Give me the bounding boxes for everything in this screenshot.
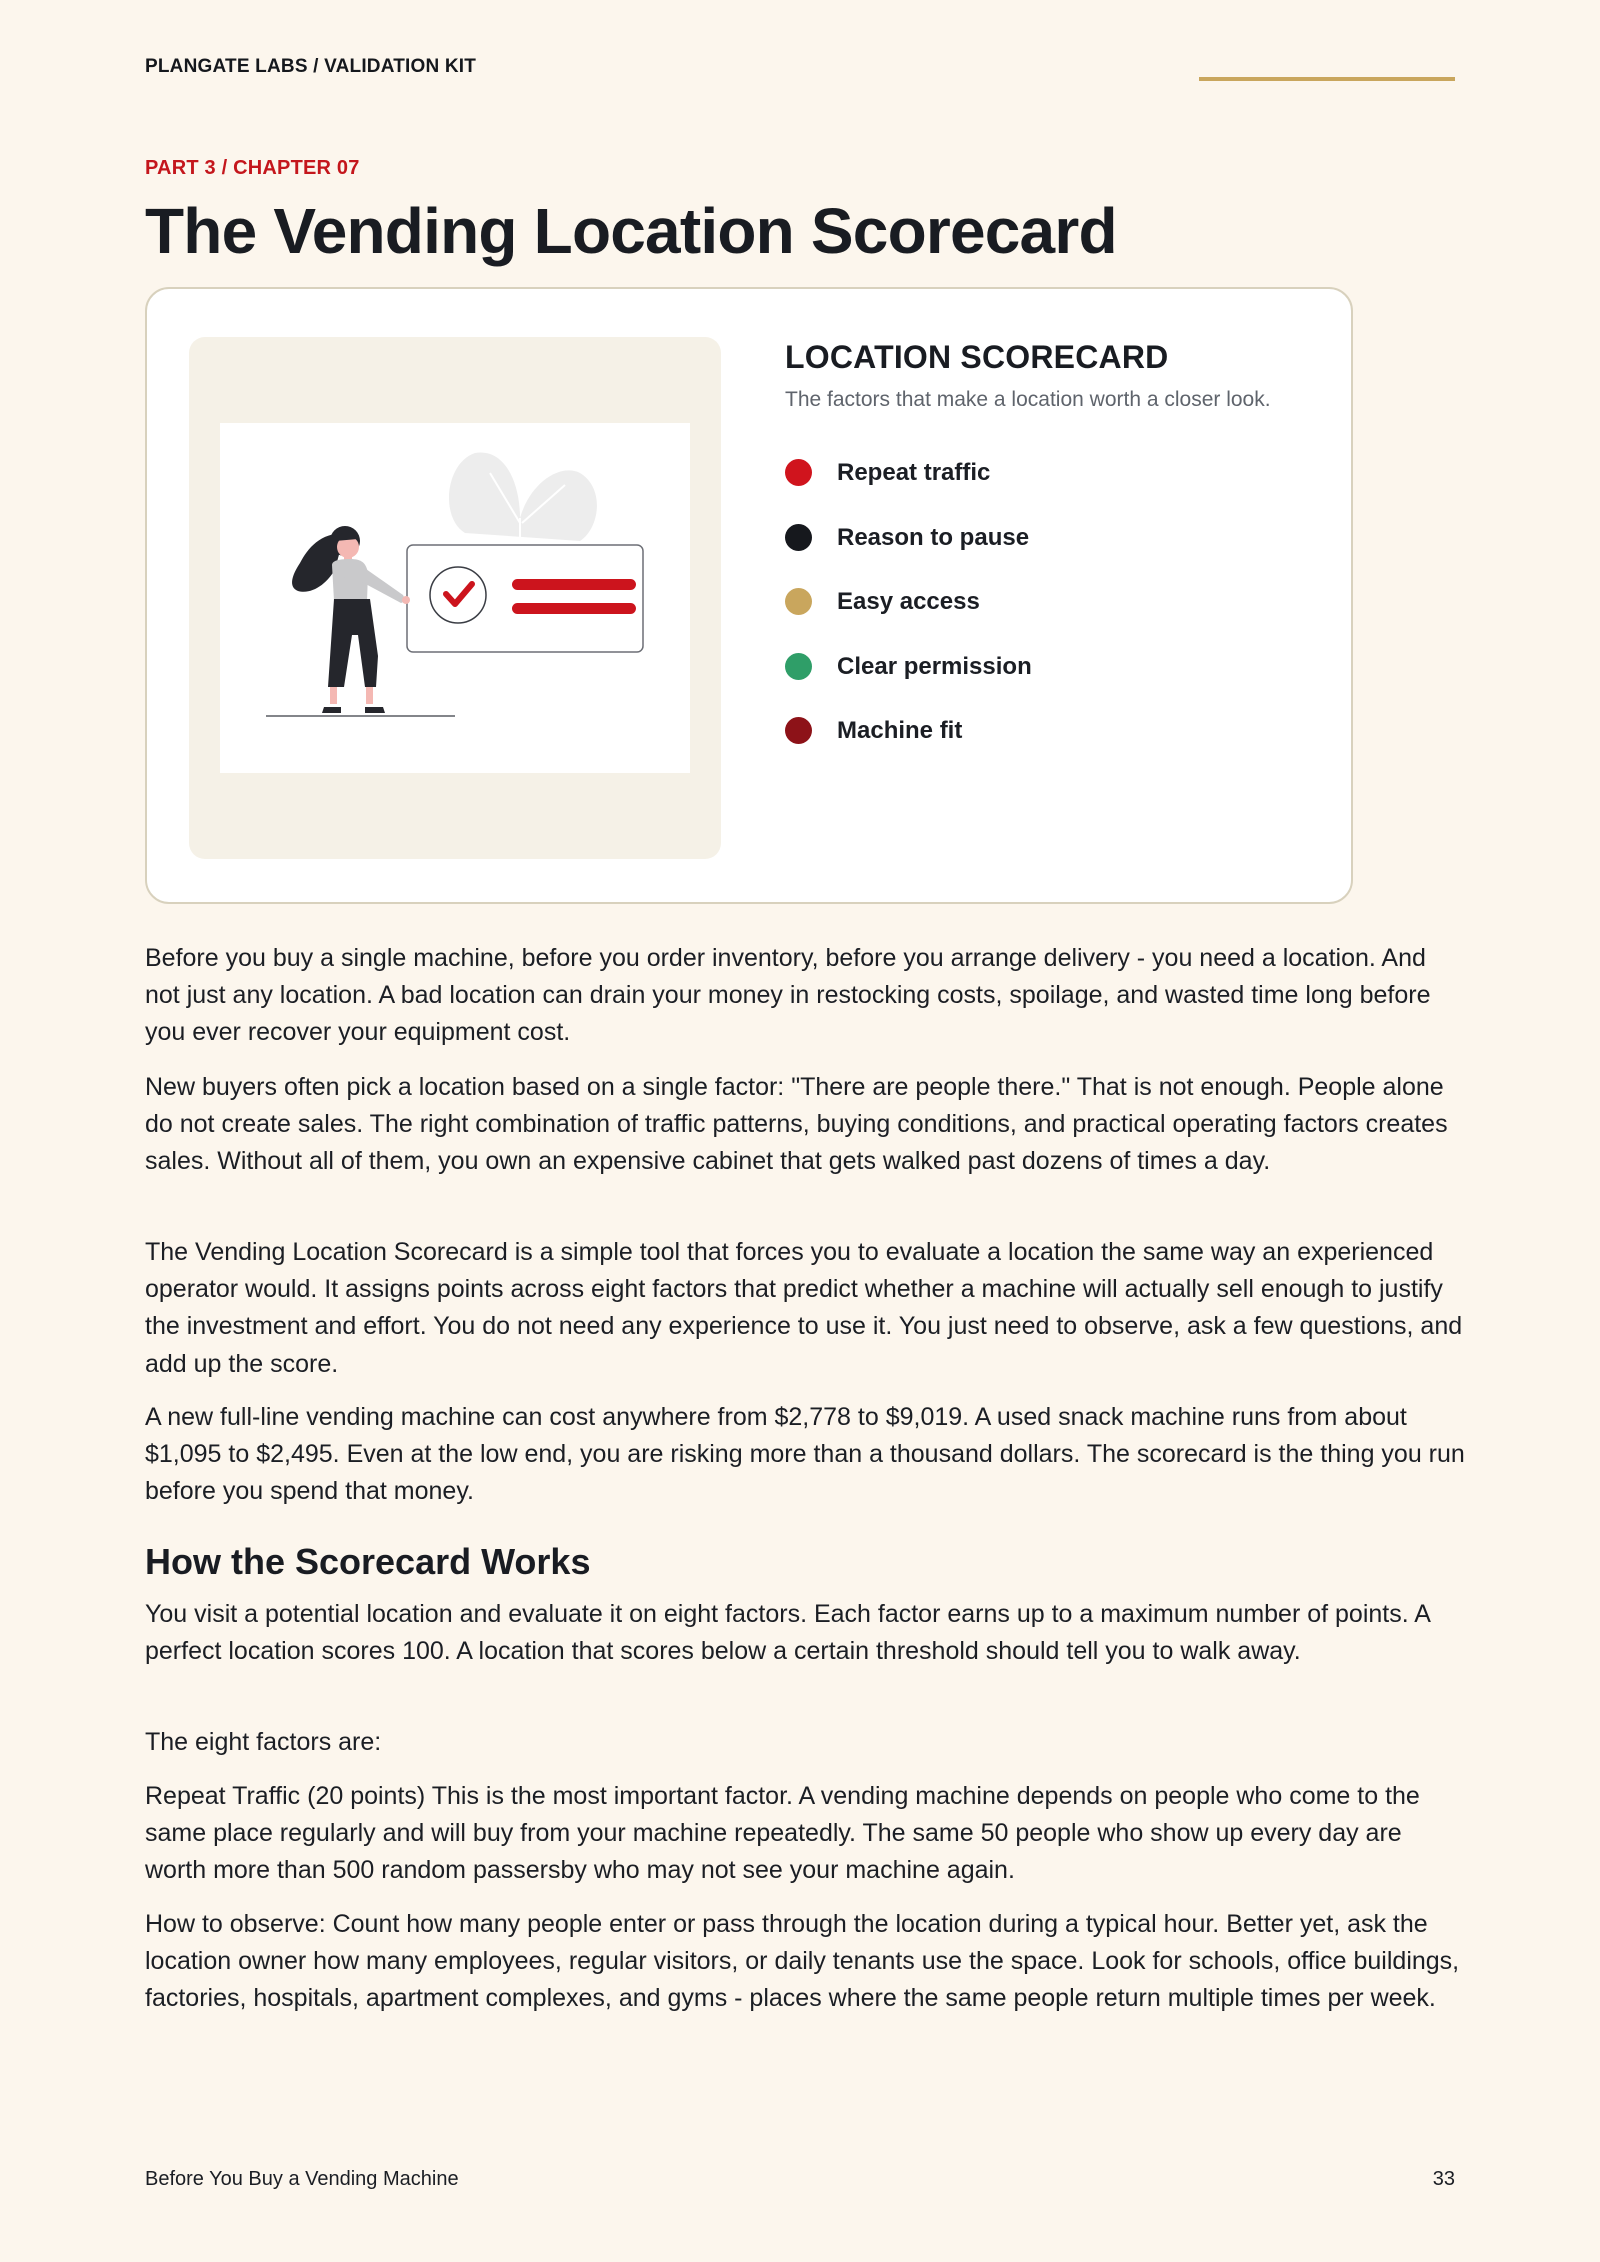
factor-label: Easy access <box>837 588 980 615</box>
scorecard-card <box>145 287 1353 904</box>
factor-item-reason-to-pause <box>785 524 1032 589</box>
body-paragraph: The eight factors are: <box>145 1728 382 1756</box>
chapter-label: PART 3 / CHAPTER 07 <box>145 157 360 179</box>
body-paragraph: Before you buy a single machine, before you order inventory, before you arrange delivery - you need a location. And not just any location. A bad location can drain your money in restocking costs, spoilage, and wasted time long before you ever recover your equipment cost. <box>145 944 1431 1047</box>
footer-book-title: Before You Buy a Vending Machine <box>145 2168 459 2190</box>
check-circle-icon <box>430 567 486 623</box>
body-paragraph: A new full-line vending machine can cost anywhere from $2,778 to $9,019. A used snack machine runs from about $1,095 to $2,495. Even at the low end, you are risking more than a thousand dollars. The scorecard is the thing you run before you spend that money. <box>145 1403 1465 1506</box>
body-paragraph: You visit a potential location and evaluate it on eight factors. Each factor earns up to a maximum number of points. A perfect location scores 100. A location that scores below a certain threshold should tell you to walk away. <box>145 1600 1430 1666</box>
factor-item-machine-fit <box>785 717 1032 782</box>
factor-item-easy-access <box>785 588 1032 653</box>
factor-dot-icon <box>785 717 812 744</box>
body-paragraph: New buyers often pick a location based on a single factor: "There are people there." That is not enough. People alone do not create sales. The right combination of traffic patterns, buying conditions, and practical operating factors creates sales. Without all of them, you own an expensive cabinet that gets walked past dozens of times a day. <box>145 1073 1448 1176</box>
factor-dot-icon <box>785 524 812 551</box>
factor-item-repeat-traffic <box>785 459 1032 524</box>
page-title: The Vending Location Scorecard <box>145 195 1117 267</box>
factor-label: Reason to pause <box>837 523 1030 551</box>
illustration-frame <box>220 423 690 773</box>
scorecard-title: LOCATION SCORECARD <box>785 339 1169 375</box>
header-accent-rule <box>1199 77 1455 81</box>
scorecard-subtitle: The factors that make a location worth a closer look. <box>785 388 1271 411</box>
factor-item-clear-permission <box>785 653 1032 718</box>
body-paragraph: How to observe: Count how many people enter or pass through the location during a typical hour. Better yet, ask the location owner how many employees, regular visitors, or daily tenants use the space. Look for schools, office buildings, factories, hospitals, apartment complexes, and gyms - places where the same people return multiple times per week. <box>145 1910 1460 2013</box>
illustration-panel <box>189 337 721 859</box>
factor-list <box>785 459 1032 782</box>
factor-dot-icon <box>785 653 812 680</box>
factor-dot-icon <box>785 588 812 615</box>
section-heading: How the Scorecard Works <box>145 1541 591 1582</box>
factor-dot-icon <box>785 459 812 486</box>
factor-label: Repeat traffic <box>837 459 991 486</box>
body-paragraph: The Vending Location Scorecard is a simple tool that forces you to evaluate a location the same way an experienced operator would. It assigns points across eight factors that predict whether a machine will actually sell enough to justify the investment and effort. You do not need any experience to use it. You just need to observe, ask a few questions, and add up the score. <box>145 1238 1463 1378</box>
page-number: 33 <box>1432 2168 1455 2190</box>
body-paragraph: Repeat Traffic (20 points) This is the most important factor. A vending machine depends on people who come to the same place regularly and will buy from your machine repeatedly. The same 50 people who show up every day are worth more than 500 random passersby who may not see your machine again. <box>145 1782 1420 1885</box>
header-brand: PLANGATE LABS / VALIDATION KIT <box>145 56 477 77</box>
woman-with-checklist-illustration <box>220 423 690 773</box>
factor-label: Machine fit <box>837 717 963 744</box>
factor-label: Clear permission <box>837 652 1032 680</box>
